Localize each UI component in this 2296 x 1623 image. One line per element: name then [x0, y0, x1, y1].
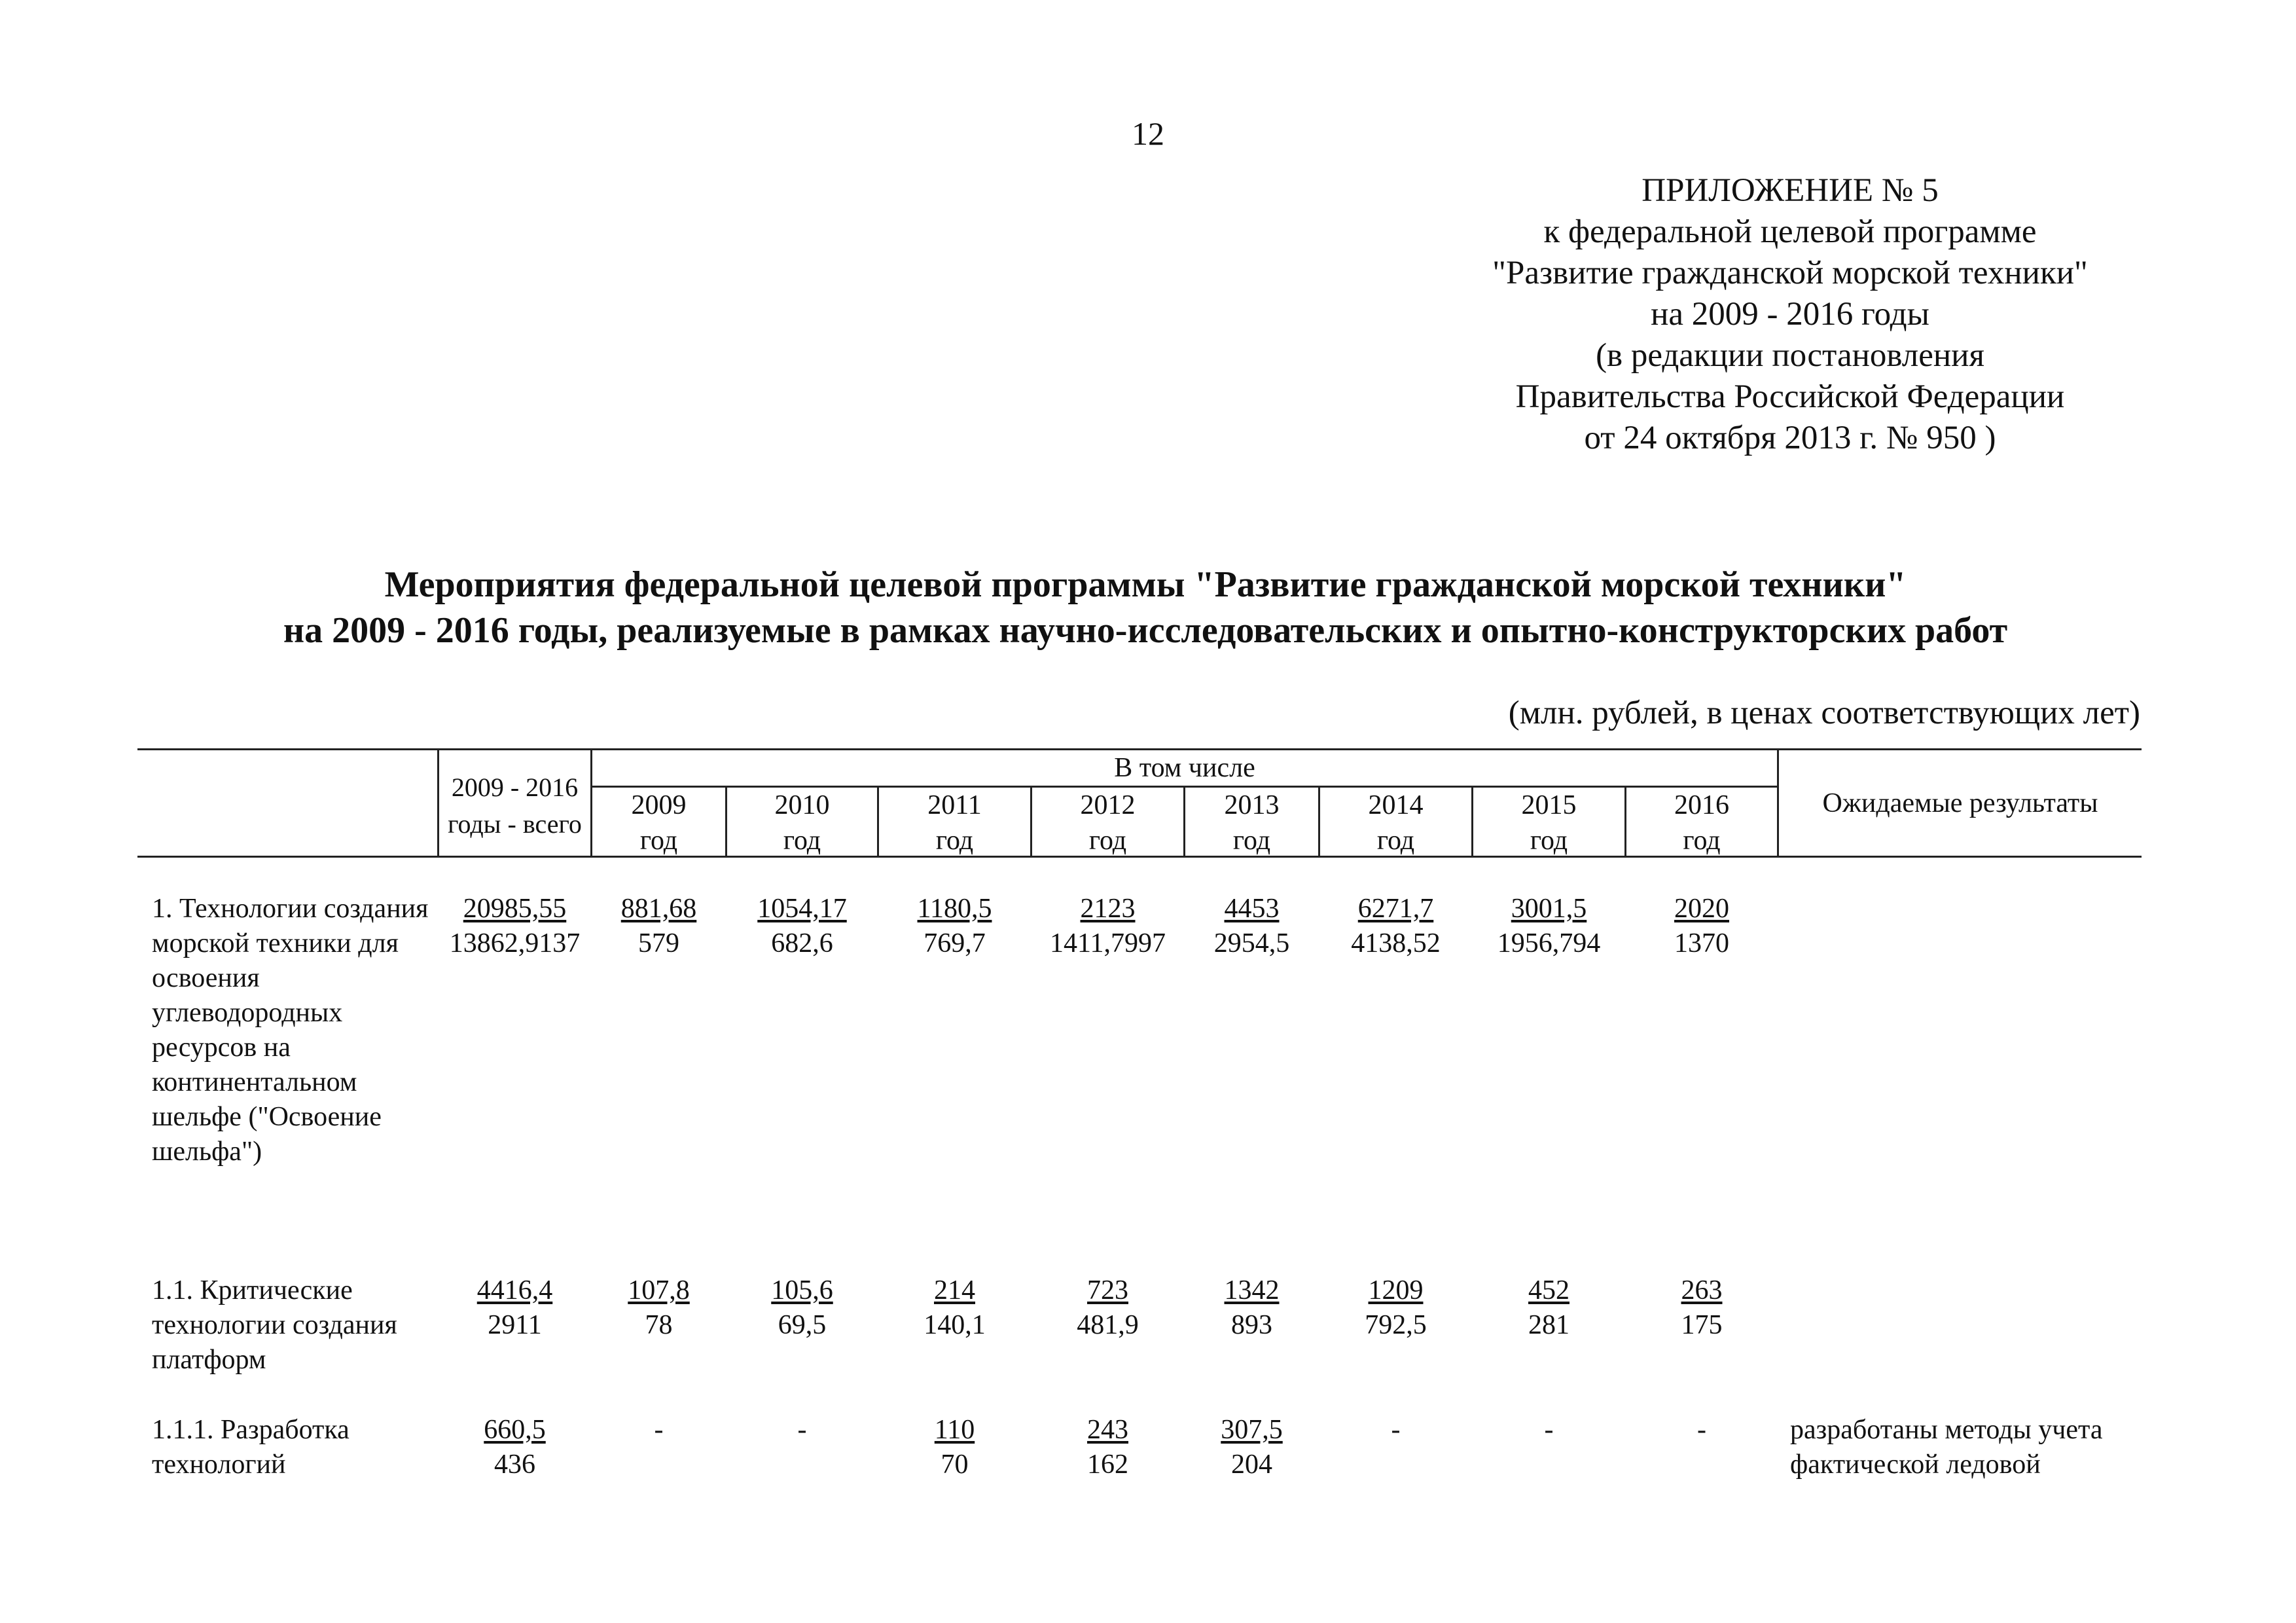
value-cell: - — [1544, 1415, 1554, 1445]
value-cell: 452 281 — [1528, 1275, 1570, 1340]
value-cell: - — [654, 1415, 664, 1445]
value-cell: - — [1697, 1415, 1706, 1445]
value-cell: 105,6 69,5 — [771, 1275, 833, 1340]
header-year: 2009 год — [631, 790, 687, 856]
appendix-line: (в редакции постановления — [1596, 337, 1984, 374]
value-cell: 2020 1370 — [1674, 894, 1729, 958]
value-cell: 1342 893 — [1224, 1275, 1280, 1340]
value-cell: 1180,5 769,7 — [917, 894, 992, 958]
value-cell: - — [1391, 1415, 1401, 1445]
value-cell: 881,68 579 — [620, 894, 697, 958]
appendix-line: Правительства Российской Федерации — [1515, 378, 2065, 415]
value-cell: 20985,55 13862,9137 — [449, 894, 581, 958]
value-cell: 2123 1411,7997 — [1050, 894, 1166, 958]
value-cell: 4416,4 2911 — [476, 1275, 553, 1340]
value-cell: 723 481,9 — [1077, 1275, 1139, 1340]
header-year: 2013 год — [1224, 790, 1280, 856]
header-year: 2011 год — [927, 790, 982, 856]
value-cell: 660,5 436 — [484, 1415, 546, 1480]
header-including: В том числе — [1114, 753, 1255, 783]
row-label: 1.1.1. Разработка технологий — [152, 1415, 350, 1480]
header-year: 2014 год — [1368, 790, 1424, 856]
appendix-line: на 2009 - 2016 годы — [1651, 296, 1929, 333]
header-year: 2016 год — [1674, 790, 1729, 856]
value-cell: 243 162 — [1087, 1415, 1128, 1480]
appendix-line: от 24 октября 2013 г. № 950 ) — [1584, 420, 1996, 456]
header-total: 2009 - 2016 годы - всего — [448, 773, 582, 839]
appendix-line: "Развитие гражданской морской техники" — [1492, 255, 2088, 291]
row-label: 1.1. Критические технологии создания платформ — [152, 1275, 397, 1375]
value-cell: 4453 2954,5 — [1213, 894, 1290, 958]
value-cell: 263 175 — [1681, 1275, 1723, 1340]
value-cell: 307,5 204 — [1221, 1415, 1283, 1480]
row-label: 1. Технологии создания морской техники для освоения углеводородных ресурсов на континентальном шельфе ("Освоение шельфа") — [152, 894, 429, 1167]
page-number: 12 — [1132, 115, 1164, 152]
appendix-line: ПРИЛОЖЕНИЕ № 5 — [1641, 172, 1939, 209]
header-year: 2015 год — [1521, 790, 1577, 856]
expected-result: разработаны методы учета фактической ледовой — [1790, 1415, 2103, 1480]
value-cell: 1209 792,5 — [1365, 1275, 1427, 1340]
value-cell: 214 140,1 — [924, 1275, 986, 1340]
value-cell: 6271,7 4138,52 — [1351, 894, 1441, 958]
title-line-1: Мероприятия федеральной целевой программы "Развитие гражданской морской техники" — [384, 564, 1907, 605]
header-results: Ожидаемые результаты — [1822, 788, 2098, 818]
appendix-block — [1342, 170, 2238, 459]
title-line-2: на 2009 - 2016 годы, реализуемые в рамках научно-исследовательских и опытно-конструкторских работ — [283, 610, 2008, 651]
value-cell: - — [797, 1415, 807, 1445]
header-year: 2010 год — [774, 790, 830, 856]
value-cell: 110 70 — [934, 1415, 975, 1480]
value-cell: 3001,5 1956,794 — [1497, 894, 1601, 958]
units-note: (млн. рублей, в ценах соответствующих лет) — [1508, 695, 2140, 731]
document-title — [98, 562, 2193, 653]
value-cell: 107,8 78 — [628, 1275, 690, 1340]
header-year: 2012 год — [1080, 790, 1136, 856]
appendix-line: к федеральной целевой программе — [1543, 213, 2037, 250]
value-cell: 1054,17 682,6 — [757, 894, 847, 958]
